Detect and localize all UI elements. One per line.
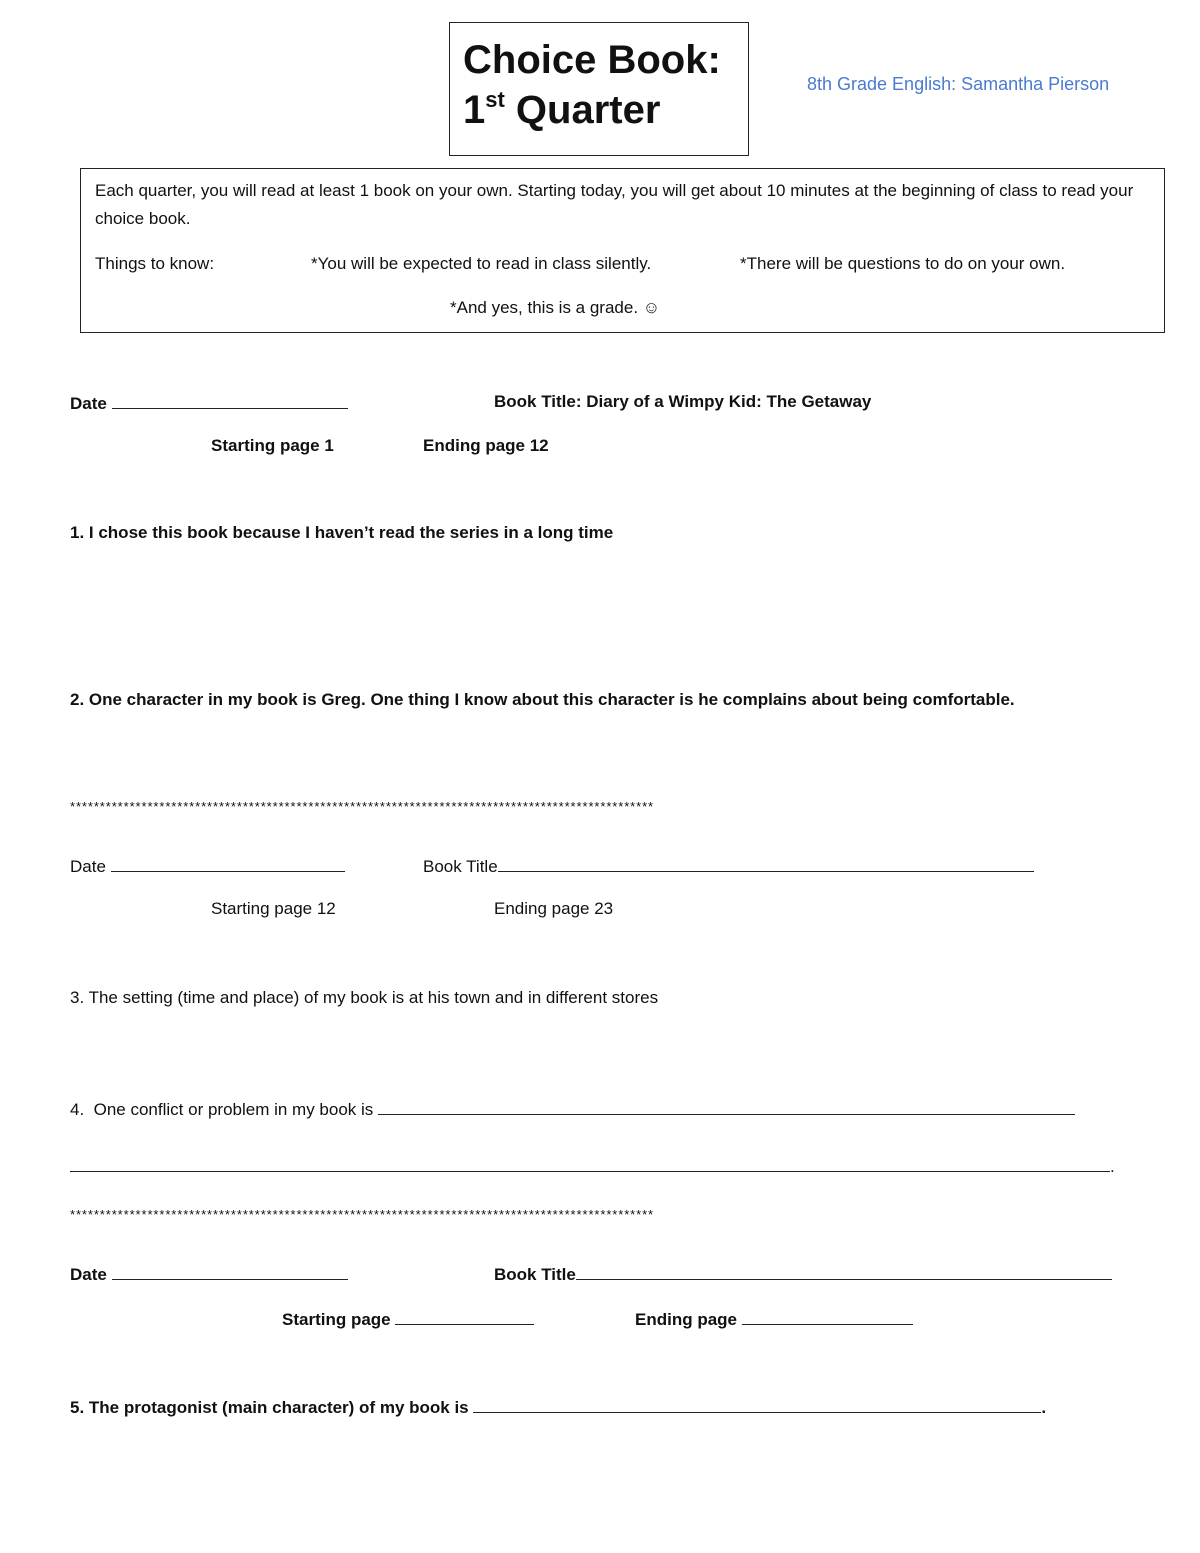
book-title-field-3 [494, 1263, 1112, 1285]
title-number: 1 [463, 88, 486, 132]
starting-page-blank-line[interactable] [395, 1308, 534, 1325]
book-title-blank-line[interactable] [498, 855, 1034, 872]
starting-page-1: Starting page 1 [211, 436, 334, 455]
note-questions-own: *There will be questions to do on your own. [740, 254, 1066, 273]
title-box [449, 22, 749, 156]
ending-page-blank-line[interactable] [742, 1308, 913, 1325]
intro-box [80, 168, 1165, 333]
question-1: 1. I chose this book because I haven’t read the series in a long time [70, 523, 614, 542]
book-title-blank-line[interactable] [576, 1263, 1112, 1280]
question-5-period: . [1041, 1398, 1047, 1417]
course-label: 8th Grade English: Samantha Pierson [807, 74, 1110, 94]
date-field-3 [70, 1263, 348, 1285]
intro-paragraph: Each quarter, you will read at least 1 book on your own. Starting today, you will get about 10 minutes at the beginning of class to read your choice book. [95, 181, 1134, 228]
starting-page-2: Starting page 12 [211, 899, 336, 918]
title-ordinal-suffix: st [485, 87, 505, 112]
book-title-label: Book Title [494, 1265, 576, 1284]
date-label: Date [70, 1265, 107, 1284]
answer-line-4b-row [70, 1155, 1115, 1177]
question-4-period: . [1110, 1157, 1115, 1176]
date-blank-line[interactable] [112, 1263, 348, 1280]
date-blank-line[interactable] [111, 855, 345, 872]
book-title-field-2 [423, 855, 1034, 877]
title-line-2 [463, 85, 748, 135]
note-read-silently: *You will be expected to read in class silently. [311, 254, 652, 273]
book-title-1: Book Title: Diary of a Wimpy Kid: The Getaway [494, 392, 872, 411]
question-4 [70, 1098, 1075, 1120]
ending-page-2: Ending page 23 [494, 899, 614, 918]
date-field-2 [70, 855, 345, 877]
question-3: 3. The setting (time and place) of my book is at his town and in different stores [70, 988, 659, 1007]
date-blank-line[interactable] [112, 392, 348, 409]
answer-line-5[interactable] [473, 1396, 1041, 1413]
question-4-text: 4. One conflict or problem in my book is [70, 1100, 374, 1119]
ending-page-label: Ending page [635, 1310, 737, 1329]
starting-page-3 [282, 1308, 534, 1330]
starting-page-label: Starting page [282, 1310, 391, 1329]
note-grade: *And yes, this is a grade. ☺ [450, 298, 661, 317]
date-label: Date [70, 857, 106, 876]
title-line-1: Choice Book: [463, 38, 721, 82]
answer-line-4a[interactable] [378, 1098, 1075, 1115]
things-to-know-label: Things to know: [95, 254, 215, 273]
date-field-1 [70, 392, 348, 414]
date-label: Date [70, 394, 107, 413]
question-5 [70, 1396, 1046, 1418]
question-2: 2. One character in my book is Greg. One thing I know about this character is he complains about being comfortable. [70, 690, 1015, 709]
ending-page-1: Ending page 12 [423, 436, 549, 455]
book-title-label: Book Title [423, 857, 498, 876]
ending-page-3 [635, 1308, 913, 1330]
question-5-text: 5. The protagonist (main character) of my book is [70, 1398, 469, 1417]
separator-2: ************************************************************************************************** [70, 1207, 654, 1222]
separator-1: ************************************************************************************************** [70, 799, 654, 814]
answer-line-4b[interactable] [70, 1155, 1110, 1172]
title-quarter: Quarter [504, 88, 661, 132]
